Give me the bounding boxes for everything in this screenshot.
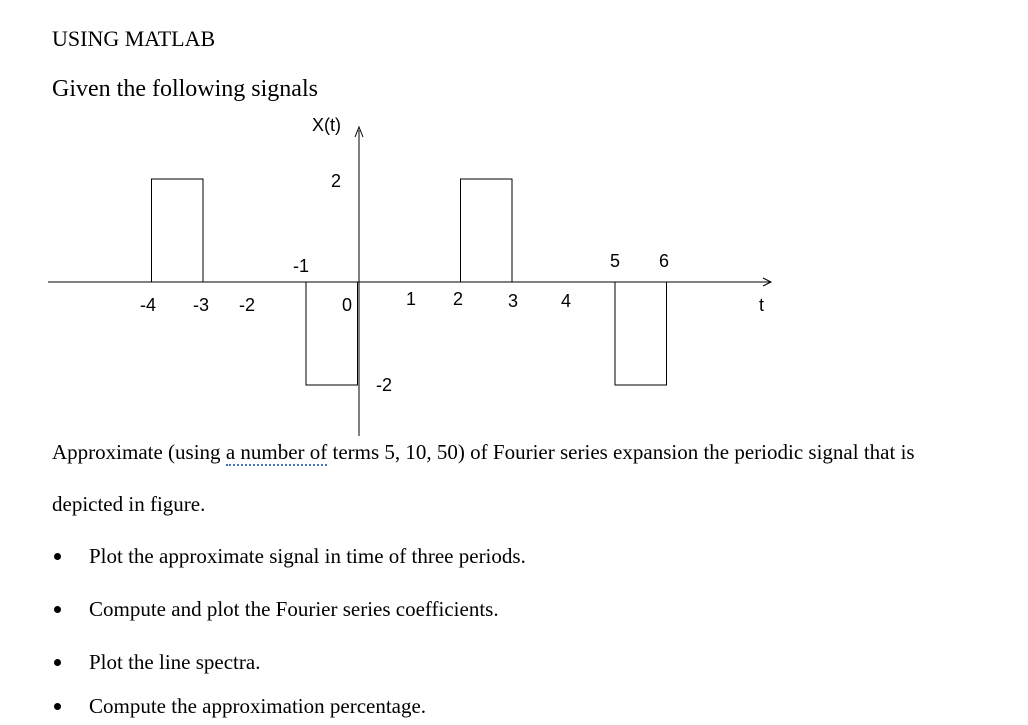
intro-text: Given the following signals [52, 76, 318, 102]
bullet-dot [52, 657, 64, 669]
value-label-2: 2 [331, 171, 342, 191]
value-label-6: 6 [659, 251, 670, 271]
bullet-dot [52, 604, 64, 616]
tick-label: 2 [453, 289, 464, 309]
paragraph-part-1: Approximate (using [52, 440, 226, 464]
underlined-phrase: a number of [225, 440, 328, 464]
list-item: Plot the line spectra. [89, 650, 261, 674]
tick-label: -2 [239, 295, 256, 315]
paragraph-line-2: depicted in figure. [52, 492, 206, 516]
list-item: Compute and plot the Fourier series coefficients. [89, 597, 499, 621]
list-item: Compute the approximation percentage. [89, 694, 427, 718]
tick-label: 0 [342, 295, 353, 315]
t-axis-label: t [759, 295, 765, 315]
bullet-dot [52, 701, 64, 713]
paragraph-part-2: terms 5, 10, 50) of Fourier series expansion the periodic signal that is [327, 440, 915, 464]
value-label-5: 5 [610, 251, 621, 271]
tick-label: 3 [508, 291, 519, 311]
y-axis-label: X(t) [312, 115, 341, 135]
tick-label: -4 [140, 295, 157, 315]
signal-pulse [461, 179, 513, 282]
paragraph-line-1 [52, 442, 915, 463]
tick-label: 4 [561, 291, 572, 311]
tick-label: -3 [193, 295, 210, 315]
value-label-neg1: -1 [293, 256, 310, 276]
signal-pulse [615, 282, 667, 385]
value-label-neg2: -2 [376, 375, 393, 395]
signal-pulse [152, 179, 204, 282]
bullet-dot [52, 551, 64, 563]
tick-label: 1 [406, 289, 417, 309]
heading: USING MATLAB [52, 26, 216, 51]
list-item: Plot the approximate signal in time of three periods. [89, 544, 526, 568]
